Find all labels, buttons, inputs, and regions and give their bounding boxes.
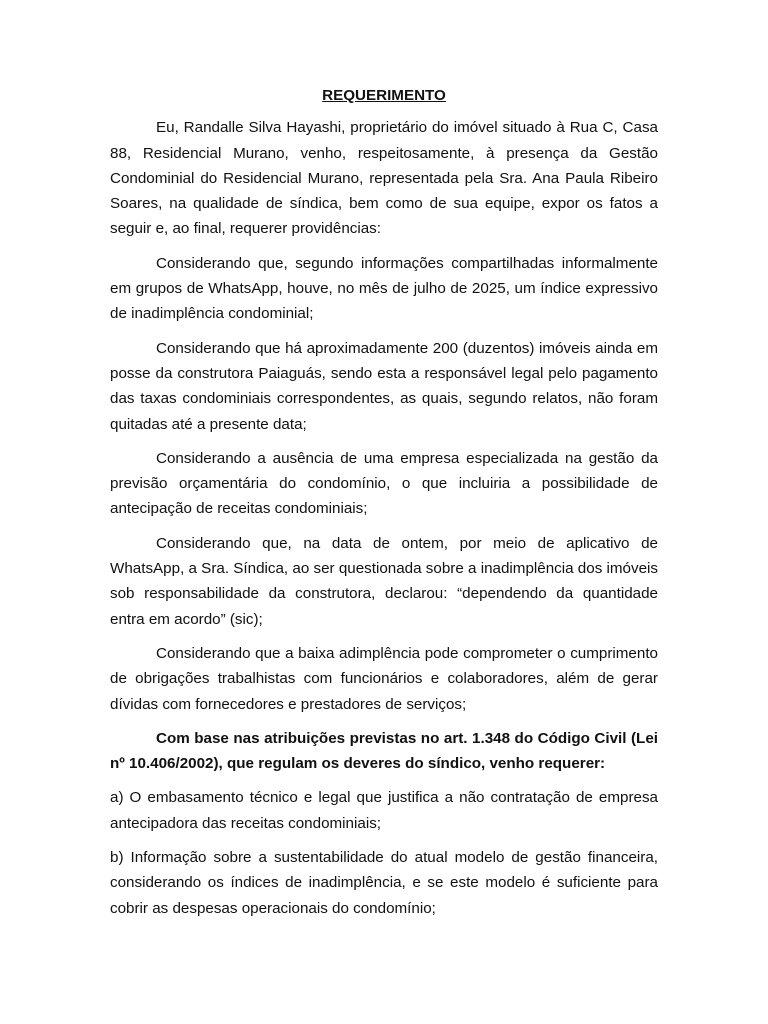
request-item-b: b) Informação sobre a sustentabilidade do atual modelo de gestão financeira, considerando os índices de inadimplência, e se este modelo é suficiente para cobrir as despesas operacionais do condomínio;: [110, 849, 658, 917]
considering-paragraph-management: Considerando a ausência de uma empresa especializada na gestão da previsão orçamentária do condomínio, o que incluiria a possibilidade de antecipação de receitas condominiais;: [110, 449, 658, 518]
intro-paragraph: Eu, Randalle Silva Hayashi, proprietário do imóvel situado à Rua C, Casa 88, Residencial Murano, venho, respeitosamente, à presença da Gestão Condominial do Residencial Murano, representada pela Sra. Ana Paula Ribeiro Soares, na qualidade de síndica, bem como de sua equipe, expor os fatos a seguir e, ao final, requerer providências:: [110, 119, 658, 238]
document-page: [110, 83, 658, 930]
considering-paragraph-statement: Considerando que, na data de ontem, por meio de aplicativo de WhatsApp, a Sra. Síndica, ao ser questionada sobre a inadimplência dos imóveis sob responsabilidade da construtora, declarou: “dependendo da quantidade entra em acordo” (sic);: [110, 534, 658, 628]
request-item-a: a) O embasamento técnico e legal que justifica a não contratação de empresa antecipadora das receitas condominiais;: [110, 789, 658, 832]
considering-paragraph-obligations: Considerando que a baixa adimplência pode comprometer o cumprimento de obrigações trabalhistas com funcionários e colaboradores, além de gerar dívidas com fornecedores e prestadores de serviços;: [110, 644, 658, 713]
considering-paragraph-properties: Considerando que há aproximadamente 200 (duzentos) imóveis ainda em posse da construtora Paiaguás, sendo esta a responsável legal pelo pagamento das taxas condominiais correspondentes, as quais, segundo relatos, não foram quitadas até a presente data;: [110, 339, 658, 433]
document-title: REQUERIMENTO: [322, 87, 446, 104]
considering-paragraph-whatsapp: Considerando que, segundo informações compartilhadas informalmente em grupos de WhatsApp, houve, no mês de julho de 2025, um índice expressivo de inadimplência condominial;: [110, 254, 658, 323]
legal-basis-paragraph: Com base nas atribuições previstas no art. 1.348 do Código Civil (Lei nº 10.406/2002), que regulam os deveres do síndico, venho requerer:: [110, 729, 658, 773]
